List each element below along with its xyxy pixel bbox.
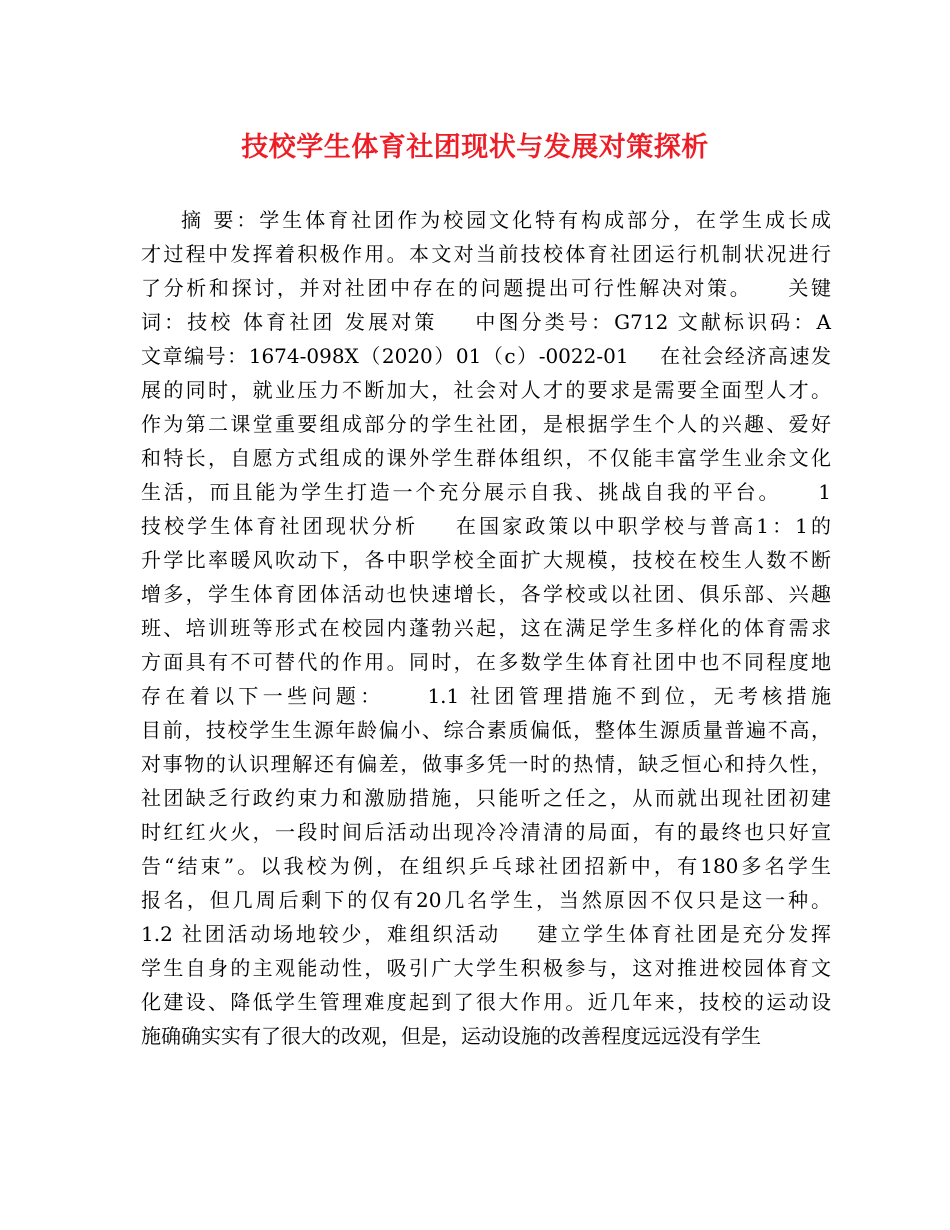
body-line: 展的同时，就业压力不断加大，社会对人才的要求是需要全面型人才。 bbox=[141, 378, 831, 402]
body-line: 对事物的认识理解还有偏差，做事多凭一时的热情，缺乏恒心和持久性， bbox=[141, 752, 831, 776]
body-line: 报名，但几周后剩下的仅有20几名学生，当然原因不仅只是这一种。 bbox=[141, 888, 831, 912]
body-line: 词：技校 体育社团 发展对策 中图分类号：G712 文献标识码：A bbox=[141, 310, 831, 334]
body-line: 作为第二课堂重要组成部分的学生社团，是根据学生个人的兴趣、爱好 bbox=[141, 412, 831, 436]
body-line: 摘 要：学生体育社团作为校园文化特有构成部分，在学生成长成 bbox=[181, 208, 831, 232]
document-body bbox=[141, 203, 831, 1053]
document-title: 技校学生体育社团现状与发展对策探析 bbox=[241, 132, 709, 163]
body-line: 化建设、降低学生管理难度起到了很大作用。近几年来，技校的运动设 bbox=[141, 990, 831, 1014]
body-line: 和特长，自愿方式组成的课外学生群体组织，不仅能丰富学生业余文化 bbox=[141, 446, 831, 470]
body-line: 班、培训班等形式在校园内蓬勃兴起，这在满足学生多样化的体育需求 bbox=[141, 616, 831, 640]
body-line: 存在着以下一些问题： 1.1 社团管理措施不到位，无考核措施 bbox=[141, 684, 831, 708]
body-line: 时红红火火，一段时间后活动出现冷冷清清的局面，有的最终也只好宣 bbox=[141, 820, 831, 844]
body-line: 目前，技校学生生源年龄偏小、综合素质偏低，整体生源质量普遍不高， bbox=[141, 718, 831, 742]
body-line: 才过程中发挥着积极作用。本文对当前技校体育社团运行机制状况进行 bbox=[141, 242, 831, 266]
body-line: 告“结束”。以我校为例，在组织乒乓球社团招新中，有180多名学生 bbox=[141, 854, 831, 878]
body-line: 生活，而且能为学生打造一个充分展示自我、挑战自我的平台。 1 bbox=[141, 480, 831, 504]
body-line: 方面具有不可替代的作用。同时，在多数学生体育社团中也不同程度地 bbox=[141, 650, 831, 674]
body-line: 升学比率暖风吹动下，各中职学校全面扩大规模，技校在校生人数不断 bbox=[141, 548, 831, 572]
body-line: 施确确实实有了很大的改观，但是，运动设施的改善程度远远没有学生 bbox=[141, 1024, 761, 1048]
body-line: 了分析和探讨，并对社团中存在的问题提出可行性解决对策。 关键 bbox=[141, 276, 831, 300]
body-line: 学生自身的主观能动性，吸引广大学生积极参与，这对推进校园体育文 bbox=[141, 956, 831, 980]
body-line: 社团缺乏行政约束力和激励措施，只能听之任之，从而就出现社团初建 bbox=[141, 786, 831, 810]
body-line: 增多，学生体育团体活动也快速增长，各学校或以社团、俱乐部、兴趣 bbox=[141, 582, 831, 606]
body-line: 文章编号：1674-098X（2020）01（c）-0022-01 在社会经济高速发 bbox=[141, 344, 831, 368]
body-line: 1.2 社团活动场地较少，难组织活动 建立学生体育社团是充分发挥 bbox=[141, 922, 831, 946]
body-line: 技校学生体育社团现状分析 在国家政策以中职学校与普高1：1的 bbox=[141, 514, 831, 538]
